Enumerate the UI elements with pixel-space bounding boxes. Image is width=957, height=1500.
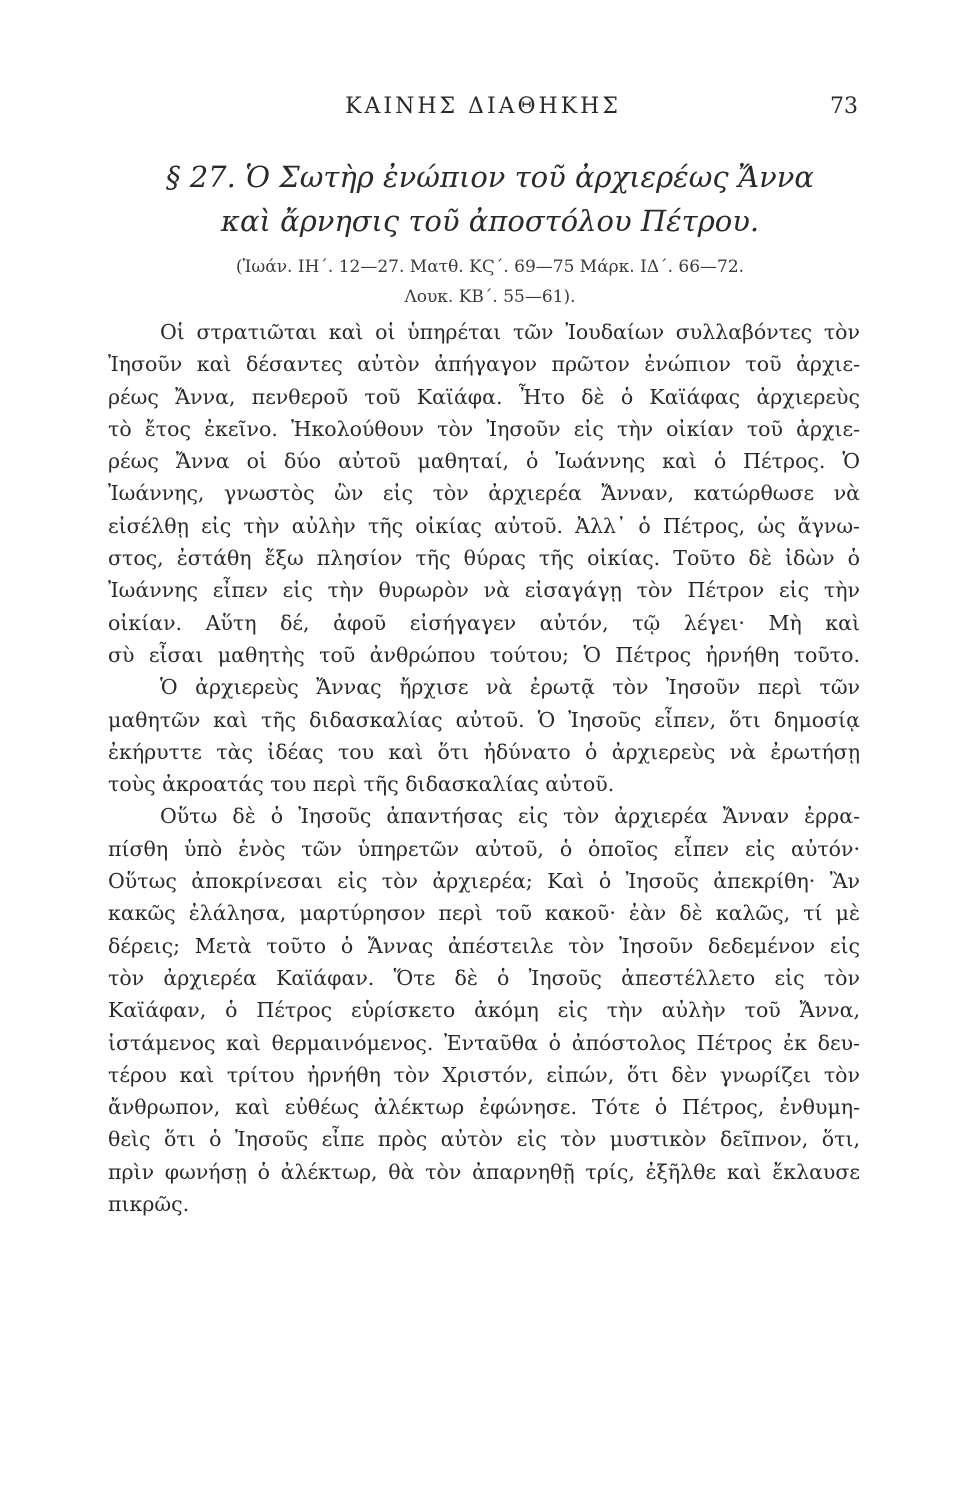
text-line: σὺ εἶσαι μαθητὴς τοῦ ἀνθρώπου τούτου; Ὁ Πέτρος ἠρνήθη τοῦτο. — [108, 642, 860, 667]
text-line: δέρεις; Μετὰ τοῦτο ὁ Ἄννας ἀπέστειλε τὸν Ἰησοῦν δεδεμένον εἰς — [108, 933, 860, 958]
running-head — [108, 92, 858, 122]
text-line: Ἰωάννης εἶπεν εἰς τὴν θυρωρὸν νὰ εἰσαγάγῃ τὸν Πέτρον εἰς τὴν — [108, 578, 860, 603]
text-line: Ἰησοῦν καὶ δέσαντες αὐτὸν ἀπήγαγον πρῶτον ἐνώπιον τοῦ ἀρχιε- — [108, 352, 860, 377]
reference-line: (Ἰωάν. ΙΗ΄. 12—27. Ματθ. ΚϚ΄. 69—75 Μάρκ. ΙΔ΄. 66—72. — [235, 257, 745, 277]
text-line: Οἱ στρατιῶται καὶ οἱ ὑπηρέται τῶν Ἰουδαίων συλλαβόντες τὸν — [160, 320, 860, 344]
text-line: τοὺς ἀκροατάς του περὶ τῆς διδασκαλίας αὐτοῦ. — [108, 772, 615, 797]
text-line: Καϊάφαν, ὁ Πέτρος εὑρίσκετο ἀκόμη εἰς τὴν αὐλὴν τοῦ Ἄννα, — [108, 998, 860, 1023]
running-title: ΚΑΙΝΗΣ ΔΙΑΘΗΚΗΣ — [345, 94, 621, 119]
section-heading — [100, 155, 880, 243]
text-line: τὸν ἀρχιερέα Καϊάφαν. Ὅτε δὲ ὁ Ἰησοῦς ἀπεστέλλετο εἰς τὸν — [108, 965, 860, 990]
text-line: Ἰωάννης, γνωστὸς ὢν εἰς τὸν ἀρχιερέα Ἄνναν, κατώρθωσε νὰ — [108, 481, 860, 506]
text-line: ἐκήρυττε τὰς ἰδέας του καὶ ὅτι ἠδύνατο ὁ ἀρχιερεὺς νὰ ἐρωτήσῃ — [108, 739, 860, 764]
text-line: πικρῶς. — [108, 1192, 190, 1217]
text-line: τὸ ἔτος ἐκεῖνο. Ἠκολούθουν τὸν Ἰησοῦν εἰς τὴν οἰκίαν τοῦ ἀρχιε- — [108, 416, 860, 441]
body-text — [108, 316, 860, 1220]
page-number: 73 — [830, 94, 858, 119]
text-line: στος, ἐστάθη ἔξω πλησίον τῆς θύρας τῆς οἰκίας. Τοῦτο δὲ ἰδὼν ὁ — [108, 546, 860, 571]
text-line: ρέως Ἄννα οἱ δύο αὐτοῦ μαθηταί, ὁ Ἰωάννης καὶ ὁ Πέτρος. Ὁ — [108, 449, 860, 474]
text-line: εἰσέλθῃ εἰς τὴν αὐλὴν τῆς οἰκίας αὐτοῦ. Ἀλλ᾽ ὁ Πέτρος, ὡς ἄγνω- — [108, 513, 860, 538]
text-line: πρὶν φωνήσῃ ὁ ἀλέκτωρ, θὰ τὸν ἀπαρνηθῇ τρίς, ἐξῆλθε καὶ ἔκλαυσε — [108, 1159, 860, 1184]
reference-line: Λουκ. ΚΒ΄. 55—61). — [404, 287, 576, 307]
section-title-line: § 27. Ὁ Σωτὴρ ἐνώπιον τοῦ ἀρχιερέως Ἄννα — [166, 160, 814, 194]
text-line: ρέως Ἄννα, πενθεροῦ τοῦ Καϊάφα. Ἦτο δὲ ὁ Καϊάφας ἀρχιερεὺς — [108, 384, 860, 409]
text-line: κακῶς ἐλάλησα, μαρτύρησον περὶ τοῦ κακοῦ· ἐὰν δὲ καλῶς, τί μὲ — [108, 901, 860, 926]
section-title-line: καὶ ἄρνησις τοῦ ἀποστόλου Πέτρου. — [220, 204, 760, 238]
text-line: Οὕτω δὲ ὁ Ἰησοῦς ἀπαντήσας εἰς τὸν ἀρχιερέα Ἄνναν ἐρρα- — [160, 804, 860, 829]
text-line: τέρου καὶ τρίτου ἠρνήθη τὸν Χριστόν, εἰπών, ὅτι δὲν γνωρίζει τὸν — [108, 1062, 860, 1087]
text-line: οἰκίαν. Αὕτη δέ, ἀφοῦ εἰσήγαγεν αὐτόν, τῷ λέγει· Μὴ καὶ — [108, 610, 860, 635]
scripture-references — [100, 252, 880, 312]
text-line: πίσθη ὑπὸ ἑνὸς τῶν ὑπηρετῶν αὐτοῦ, ὁ ὁποῖος εἶπεν εἰς αὐτόν· — [108, 836, 860, 861]
text-line: ἄνθρωπον, καὶ εὐθέως ἀλέκτωρ ἐφώνησε. Τότε ὁ Πέτρος, ἐνθυμη- — [108, 1095, 860, 1120]
text-line: Οὕτως ἀποκρίνεσαι εἰς τὸν ἀρχιερέα; Καὶ ὁ Ἰησοῦς ἀπεκρίθη· Ἂν — [108, 869, 860, 894]
text-line: μαθητῶν καὶ τῆς διδασκαλίας αὐτοῦ. Ὁ Ἰησοῦς εἶπεν, ὅτι δημοσίᾳ — [108, 707, 860, 732]
text-line: Ὁ ἀρχιερεὺς Ἄννας ἤρχισε νὰ ἐρωτᾷ τὸν Ἰησοῦν περὶ τῶν — [160, 675, 860, 700]
text-line: θεὶς ὅτι ὁ Ἰησοῦς εἶπε πρὸς αὐτὸν εἰς τὸν μυστικὸν δεῖπνον, ὅτι, — [108, 1127, 860, 1152]
text-line: ἱστάμενος καὶ θερμαινόμενος. Ἐνταῦθα ὁ ἀπόστολος Πέτρος ἐκ δευ- — [108, 1030, 860, 1055]
